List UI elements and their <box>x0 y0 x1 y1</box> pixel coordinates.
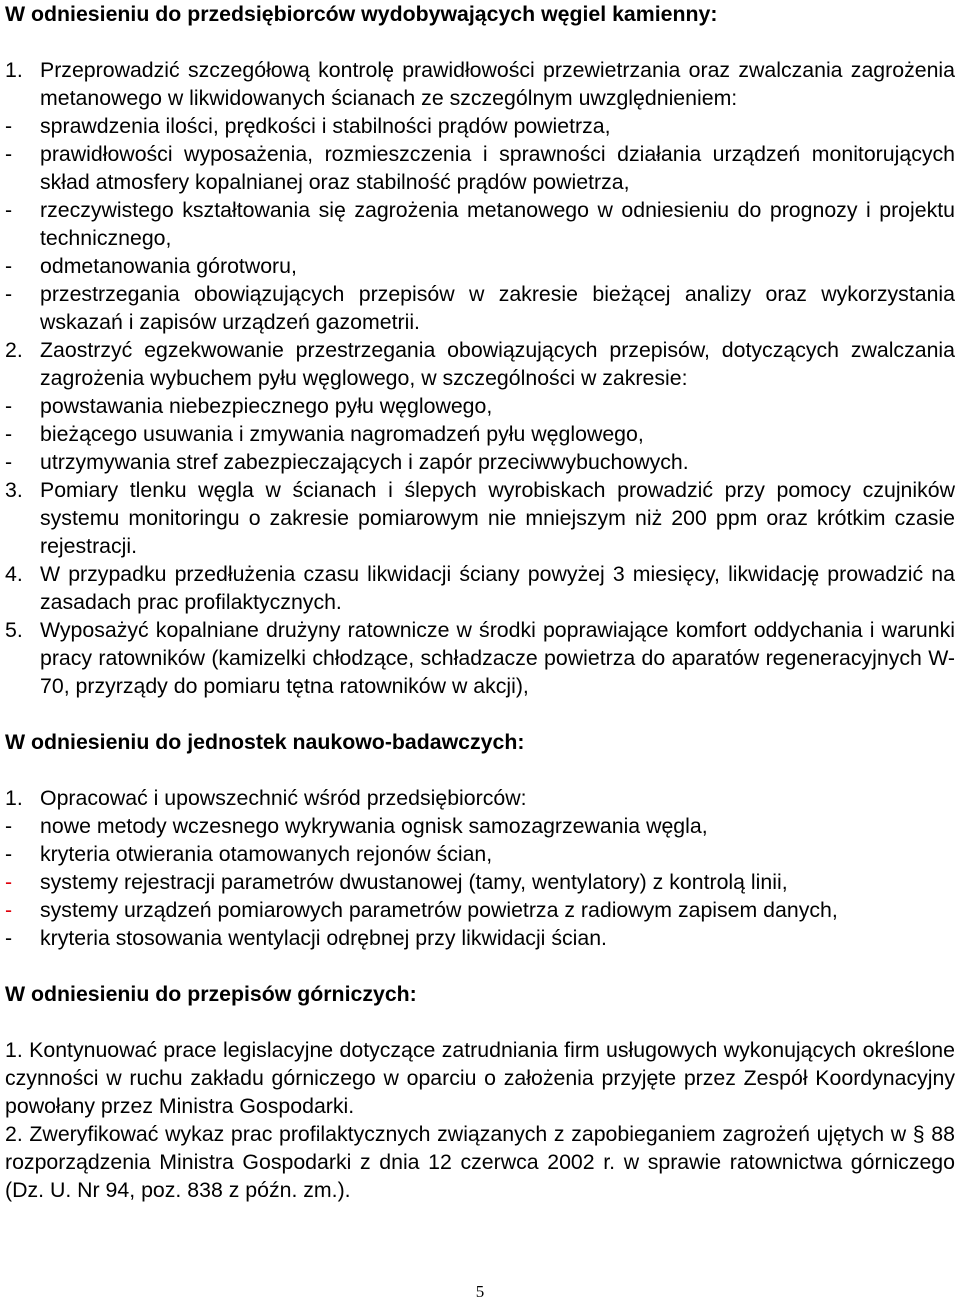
spacer <box>5 700 955 728</box>
list-text: systemy rejestracji parametrów dwustanowej (tamy, wentylatory) z kontrolą linii, <box>40 870 788 894</box>
list-item <box>5 112 955 140</box>
list-item <box>5 392 955 420</box>
list-text: przestrzegania obowiązujących przepisów w zakresie bieżącej analizy oraz wykorzystania wskazań i zapisów urządzeń gazometrii. <box>40 282 955 334</box>
list-marker: - <box>5 114 13 138</box>
list-text: Wyposażyć kopalniane drużyny ratownicze w środki poprawiające komfort oddychania i warunki pracy ratowników (kamizelki chłodzące, schładzacze powietrza do aparatów regeneracyjnych W-70, przyrządy do pomiaru tętna ratowników w akcji), <box>40 618 955 698</box>
list-item <box>5 56 955 112</box>
list-text: utrzymywania stref zabezpieczających i zapór przeciwwybuchowych. <box>40 450 689 474</box>
list-text: kryteria otwierania otamowanych rejonów ścian, <box>40 842 493 866</box>
section-heading-mining: W odniesieniu do przedsiębiorców wydobywających węgiel kamienny: <box>5 2 718 26</box>
list-text: W przypadku przedłużenia czasu likwidacji ściany powyżej 3 miesięcy, likwidację prowadzić na zasadach prac profilaktycznych. <box>40 562 955 614</box>
list-item <box>5 420 955 448</box>
list-item <box>5 868 955 896</box>
list-text: kryteria stosowania wentylacji odrębnej przy likwidacji ścian. <box>40 926 607 950</box>
list-text: powstawania niebezpiecznego pyłu węglowego, <box>40 394 493 418</box>
paragraph: 2. Zweryfikować wykaz prac profilaktycznych związanych z zapobieganiem zagrożeń ujętych w § 88 rozporządzenia Ministra Gospodarki z dnia 12 czerwca 2002 r. w sprawie ratownictwa górniczego (Dz. U. Nr 94, poz. 838 z późn. zm.). <box>5 1122 955 1202</box>
list-text: Zaostrzyć egzekwowanie przestrzegania obowiązujących przepisów, dotyczących zwalczania zagrożenia wybuchem pyłu węglowego, w szczególności w zakresie: <box>40 338 955 390</box>
list-marker: - <box>5 422 13 446</box>
list-item <box>5 280 955 336</box>
list-item <box>5 840 955 868</box>
list-text: bieżącego usuwania i zmywania nagromadzeń pyłu węglowego, <box>40 422 644 446</box>
list-marker: 4. <box>5 562 23 586</box>
list-item <box>5 252 955 280</box>
list-item <box>5 476 955 560</box>
list-text: sprawdzenia ilości, prędkości i stabilności prądów powietrza, <box>40 114 611 138</box>
list-marker: - <box>5 142 13 166</box>
list-item <box>5 896 955 924</box>
list-text: nowe metody wczesnego wykrywania ognisk samozagrzewania węgla, <box>40 814 708 838</box>
list-text: prawidłowości wyposażenia, rozmieszczenia i sprawności działania urządzeń monitorujących skład atmosfery kopalnianej oraz stabilność prądów powietrza, <box>40 142 955 194</box>
spacer <box>5 1008 955 1036</box>
list-marker: - <box>5 450 13 474</box>
list-item <box>5 196 955 252</box>
list-text: systemy urządzeń pomiarowych parametrów powietrza z radiowym zapisem danych, <box>40 898 838 922</box>
list-marker: 3. <box>5 478 23 502</box>
spacer <box>5 952 955 980</box>
list-item <box>5 924 955 952</box>
list-text: Pomiary tlenku węgla w ścianach i ślepych wyrobiskach prowadzić przy pomocy czujników systemu monitoringu o zakresie pomiarowym nie mniejszym niż 200 ppm oraz krótkim czasie rejestracji. <box>40 478 955 558</box>
section-heading-regulations: W odniesieniu do przepisów górniczych: <box>5 982 417 1006</box>
document-page <box>5 0 955 1204</box>
list-marker: - <box>5 814 13 838</box>
list-marker: 5. <box>5 618 23 642</box>
list-marker: - <box>5 394 13 418</box>
list-marker: 1. <box>5 58 23 82</box>
paragraph: 1. Kontynuować prace legislacyjne dotyczące zatrudniania firm usługowych wykonujących określone czynności w ruchu zakładu górniczego w oparciu o założenia przyjęte przez Zespół Koordynacyjny powołany przez Ministra Gospodarki. <box>5 1038 955 1118</box>
list-marker: - <box>5 254 13 278</box>
list-text: rzeczywistego kształtowania się zagrożenia metanowego w odniesieniu do prognozy i projektu technicznego, <box>40 198 955 250</box>
list-item <box>5 616 955 700</box>
spacer <box>5 756 955 784</box>
list-marker: - <box>5 926 13 950</box>
list-item <box>5 784 955 812</box>
list-item <box>5 336 955 392</box>
page-number: 5 <box>475 1282 485 1301</box>
section-heading-research: W odniesieniu do jednostek naukowo-badawczych: <box>5 730 525 754</box>
list-marker: - <box>5 282 13 306</box>
list-marker: 1. <box>5 786 23 810</box>
list-text: odmetanowania górotworu, <box>40 254 297 278</box>
list-marker-red: - <box>5 898 13 922</box>
list-marker: - <box>5 198 13 222</box>
list-marker: - <box>5 842 13 866</box>
list-item <box>5 140 955 196</box>
list-marker: 2. <box>5 338 23 362</box>
list-item <box>5 812 955 840</box>
list-marker-red: - <box>5 870 13 894</box>
spacer <box>5 28 955 56</box>
list-text: Opracować i upowszechnić wśród przedsiębiorców: <box>40 786 527 810</box>
list-item <box>5 448 955 476</box>
list-item <box>5 560 955 616</box>
list-text: Przeprowadzić szczegółową kontrolę prawidłowości przewietrzania oraz zwalczania zagrożenia metanowego w likwidowanych ścianach ze szczególnym uwzględnieniem: <box>40 58 955 110</box>
